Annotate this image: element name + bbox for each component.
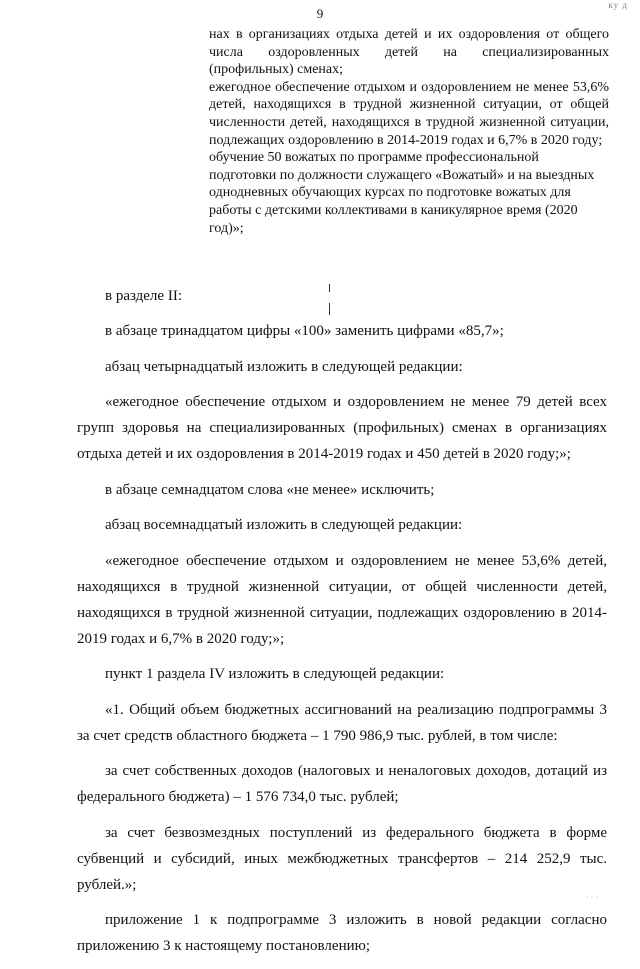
body-paragraph: за счет собственных доходов (налоговых и неналоговых доходов, дотаций из федерального бюджета) – 1 576 734,0 тыс. рублей; <box>77 763 607 806</box>
body-paragraph: «ежегодное обеспечение отдыхом и оздоровлением не менее 53,6% детей, находящихся в трудной жизненной ситуации, от общей численности детей, находящихся в трудной жизненной ситуации, подлежащих оздоровлению в 2014-2019 годах и 6,7% в 2020 году;»; <box>77 552 607 647</box>
quoted-excerpt <box>209 26 609 237</box>
body-paragraph: «ежегодное обеспечение отдыхом и оздоровлением не менее 79 детей всех групп здоровья на специализированных (профильных) сменах в организациях отдыха детей и их оздоровления в 2014-2019 годах и 450 детей в 2020 году;»; <box>77 394 607 463</box>
body-paragraph: в разделе II: <box>105 288 182 304</box>
bottom-mark: ··· <box>586 893 600 902</box>
body-paragraph: пункт 1 раздела IV изложить в следующей редакции: <box>105 666 445 683</box>
body-paragraph: в абзаце тринадцатом цифры «100» заменить цифрами «85,7»; <box>105 323 504 340</box>
body-paragraph: в абзаце семнадцатом слова «не менее» исключить; <box>105 481 435 498</box>
body-paragraph: «1. Общий объем бюджетных ассигнований на реализацию подпрограммы 3 за счет средств областного бюджета – 1 790 986,9 тыс. рублей, в том числе: <box>77 701 607 744</box>
body-paragraph: абзац четырнадцатый изложить в следующей редакции: <box>105 358 463 375</box>
page-number: 9 <box>316 6 324 21</box>
body-paragraph: приложение 1 к подпрограмме 3 изложить в новой редакции согласно приложению 3 к настоящему постановлению; <box>77 912 607 955</box>
excerpt-paragraph: нах в организациях отдыха детей и их оздоровления от общего числа оздоровленных детей на специализированных (профильных) сменах; <box>209 27 609 78</box>
corner-mark: ку д <box>608 0 628 10</box>
body-paragraph: за счет безвозмездных поступлений из федерального бюджета в форме субвенций и субсидий, иных межбюджетных трансфертов – 214 252,9 тыс. рублей.»; <box>77 824 607 893</box>
body-paragraph: абзац восемнадцатый изложить в следующей редакции: <box>105 517 463 534</box>
document-body <box>77 283 607 969</box>
excerpt-paragraph: обучение 50 вожатых по программе профессиональной подготовки по должности служащего «Вожатый» и на выездных однодневных обучающих курсах по подготовке вожатых для работы с детскими коллективами в каникулярное время (2020 год)»; <box>209 150 595 236</box>
excerpt-paragraph: ежегодное обеспечение отдыхом и оздоровлением не менее 53,6% детей, находящихся в трудной жизненной ситуации, от общей численности детей, находящихся в трудной жизненной ситуации, подлежащих оздоровлению в 2014-2019 годах и 6,7% в 2020 году; <box>209 79 609 148</box>
